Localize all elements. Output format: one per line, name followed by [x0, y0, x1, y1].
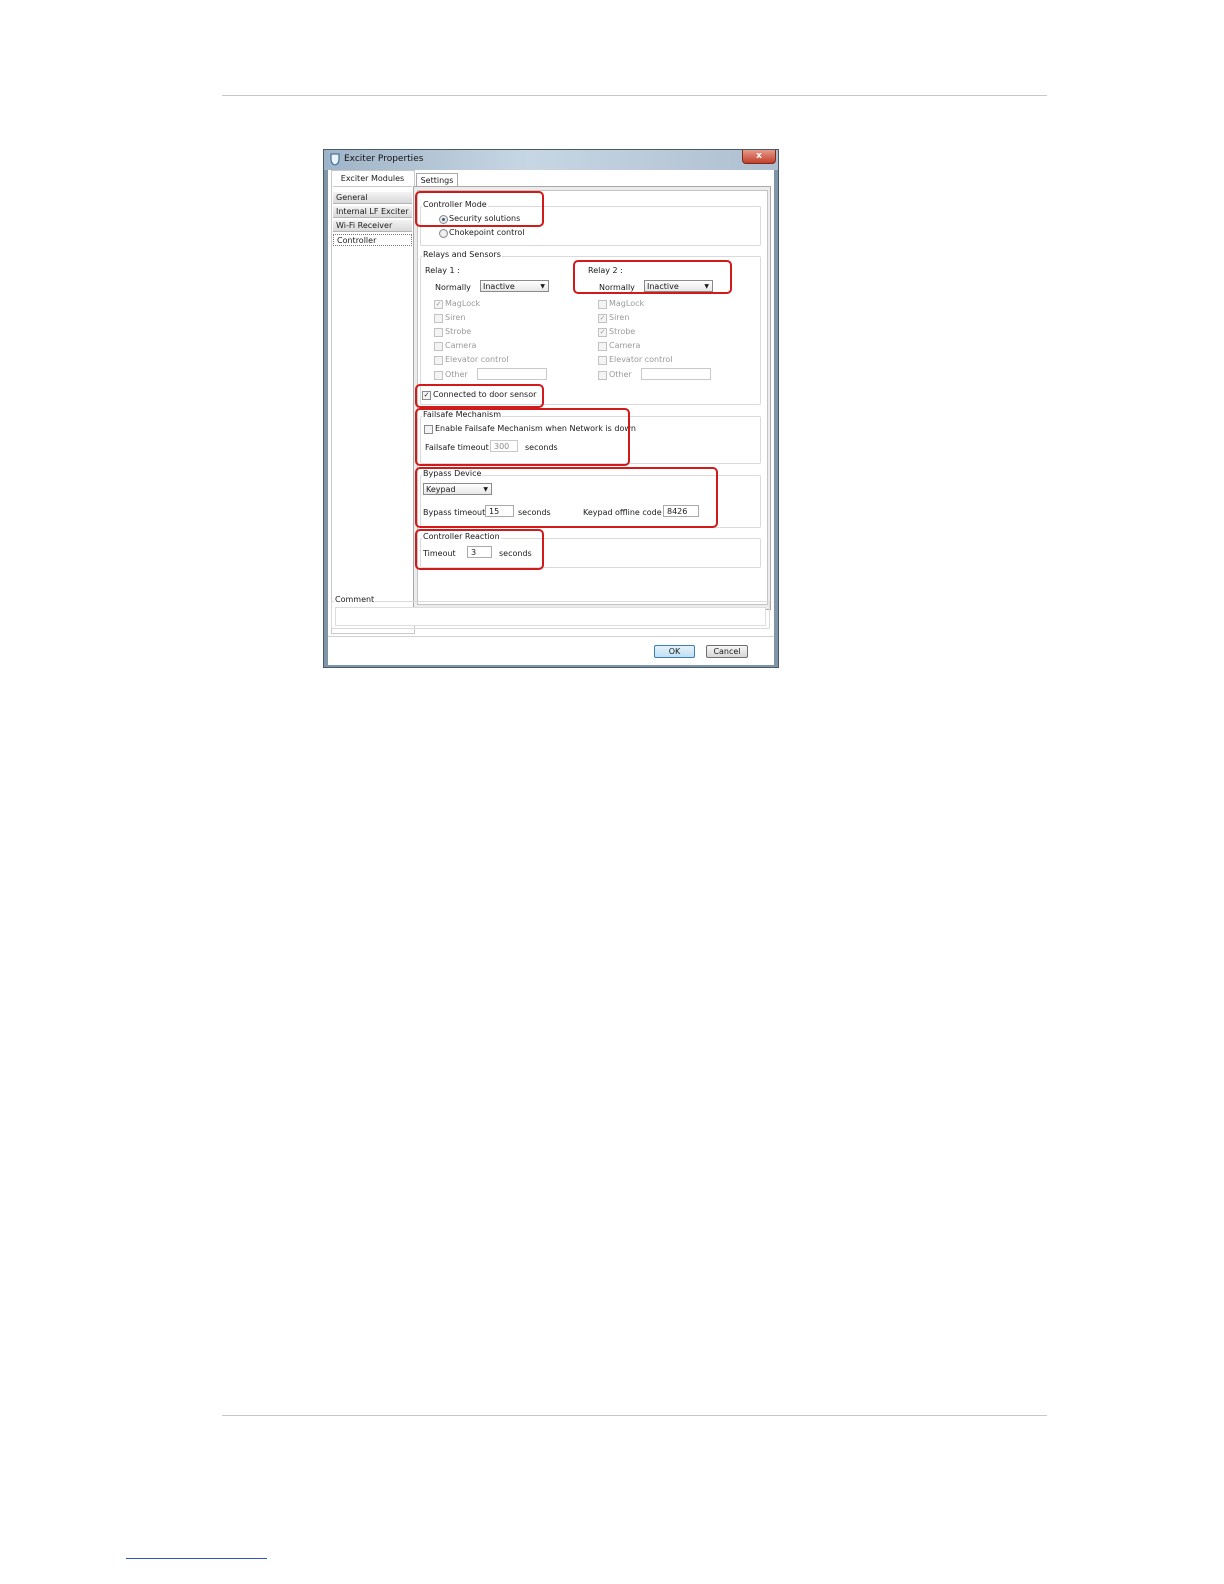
tab-content [413, 186, 771, 610]
exciter-modules-panel [331, 170, 415, 634]
tab-settings[interactable]: Settings [416, 173, 458, 187]
relay2-normally-select[interactable] [644, 280, 713, 292]
ok-button[interactable]: OK [654, 645, 695, 658]
relay1-siren-checkbox[interactable] [434, 314, 443, 323]
relay1-strobe-checkbox[interactable] [434, 328, 443, 337]
relay1-strobe-label: Strobe [445, 327, 472, 336]
title-bar[interactable] [324, 150, 778, 170]
bypass-timeout-label: Bypass timeout [423, 508, 486, 517]
relay1-elevator-label: Elevator control [445, 355, 509, 364]
offline-code-label: offline code [615, 508, 662, 517]
relay2-other-checkbox[interactable] [598, 371, 607, 380]
failsafe-seconds-label: seconds [525, 443, 558, 452]
settings-pane [417, 190, 768, 605]
relay2-siren-checkbox[interactable]: ✓ [599, 314, 606, 322]
reaction-timeout-input[interactable]: 3 [467, 546, 492, 558]
failsafe-timeout-label: Failsafe timeout [425, 443, 489, 452]
relay2-elevator-checkbox[interactable] [598, 356, 607, 365]
relay1-other-label: Other [445, 370, 468, 379]
relay2-normally-value: Inactive [647, 282, 679, 291]
relay2-maglock-checkbox[interactable] [598, 300, 607, 309]
bypass-device-value: Keypad [426, 485, 456, 494]
relay1-label: Relay 1 : [425, 266, 460, 275]
bypass-device-select[interactable] [423, 483, 492, 495]
relay2-camera-checkbox[interactable] [598, 342, 607, 351]
chevron-down-icon: ▼ [540, 283, 545, 290]
relay2-other-input[interactable] [641, 368, 711, 380]
relay1-camera-label: Camera [445, 341, 477, 350]
relay1-other-checkbox[interactable] [434, 371, 443, 380]
failsafe-legend: Failsafe Mechanism [423, 410, 502, 419]
chevron-down-icon: ▼ [704, 283, 709, 290]
bypass-seconds-label: seconds [518, 508, 551, 517]
footnote-rule [126, 1558, 267, 1559]
failsafe-enable-label: Enable Failsafe Mechanism when Network is down [435, 424, 636, 433]
chokepoint-control-label: Chokepoint control [449, 228, 525, 237]
bypass-timeout-input[interactable]: 15 [485, 505, 514, 517]
offline-code-input[interactable]: 8426 [663, 505, 699, 517]
header-rule [222, 95, 1047, 96]
security-solutions-label: Security solutions [449, 214, 521, 223]
relay2-strobe-checkbox[interactable]: ✓ [599, 328, 606, 336]
cancel-button[interactable]: Cancel [706, 645, 748, 658]
relay1-normally-select[interactable] [480, 280, 549, 292]
exciter-properties-window [323, 149, 779, 668]
module-item-general[interactable]: General [333, 192, 412, 204]
footer-rule [222, 1415, 1047, 1416]
relay1-other-input[interactable] [477, 368, 547, 380]
relay2-camera-label: Camera [609, 341, 641, 350]
bypass-device-legend: Bypass Device [423, 469, 482, 478]
module-item-internal-lf-exciter[interactable]: Internal LF Exciter [333, 206, 412, 218]
chevron-down-icon: ▼ [483, 486, 488, 493]
relay2-normally-label: Normally [599, 283, 635, 292]
exciter-modules-header: Exciter Modules [333, 172, 412, 187]
relay1-maglock-label: MagLock [445, 299, 481, 308]
door-sensor-checkbox[interactable]: ✓ [423, 391, 430, 399]
failsafe-timeout-input[interactable]: 300 [490, 440, 518, 452]
comment-label: Comment [335, 595, 375, 604]
module-item-wifi-receiver[interactable]: Wi-Fi Receiver [333, 220, 412, 232]
reaction-seconds-label: seconds [499, 549, 532, 558]
window-title: Exciter Properties [344, 154, 424, 164]
close-button[interactable]: x [742, 150, 776, 164]
shield-icon [330, 153, 340, 166]
relay2-siren-label: Siren [609, 313, 630, 322]
reaction-timeout-label: Timeout [423, 549, 456, 558]
relay1-maglock-checkbox[interactable]: ✓ [435, 300, 442, 308]
controller-mode-group [420, 206, 761, 246]
relay2-other-label: Other [609, 370, 632, 379]
door-sensor-label: Connected to door sensor [433, 390, 537, 399]
relay1-camera-checkbox[interactable] [434, 342, 443, 351]
comment-input[interactable] [335, 607, 766, 626]
relay1-normally-label: Normally [435, 283, 471, 292]
chokepoint-control-radio[interactable] [439, 229, 448, 238]
controller-mode-legend: Controller Mode [423, 200, 487, 209]
module-item-controller[interactable]: Controller [333, 234, 412, 246]
relay1-elevator-checkbox[interactable] [434, 356, 443, 365]
relay2-elevator-label: Elevator control [609, 355, 673, 364]
relays-sensors-legend: Relays and Sensors [423, 250, 501, 259]
relay2-maglock-label: MagLock [609, 299, 645, 308]
relay1-normally-value: Inactive [483, 282, 515, 291]
security-solutions-radio[interactable] [439, 215, 448, 224]
relay2-strobe-label: Strobe [609, 327, 636, 336]
dialog-client [328, 170, 774, 665]
relay2-label: Relay 2 : [588, 266, 623, 275]
keypad-label: Keypad [583, 508, 613, 517]
relay1-siren-label: Siren [445, 313, 466, 322]
button-divider [328, 636, 774, 637]
failsafe-enable-checkbox[interactable] [424, 425, 433, 434]
controller-reaction-legend: Controller Reaction [423, 532, 500, 541]
